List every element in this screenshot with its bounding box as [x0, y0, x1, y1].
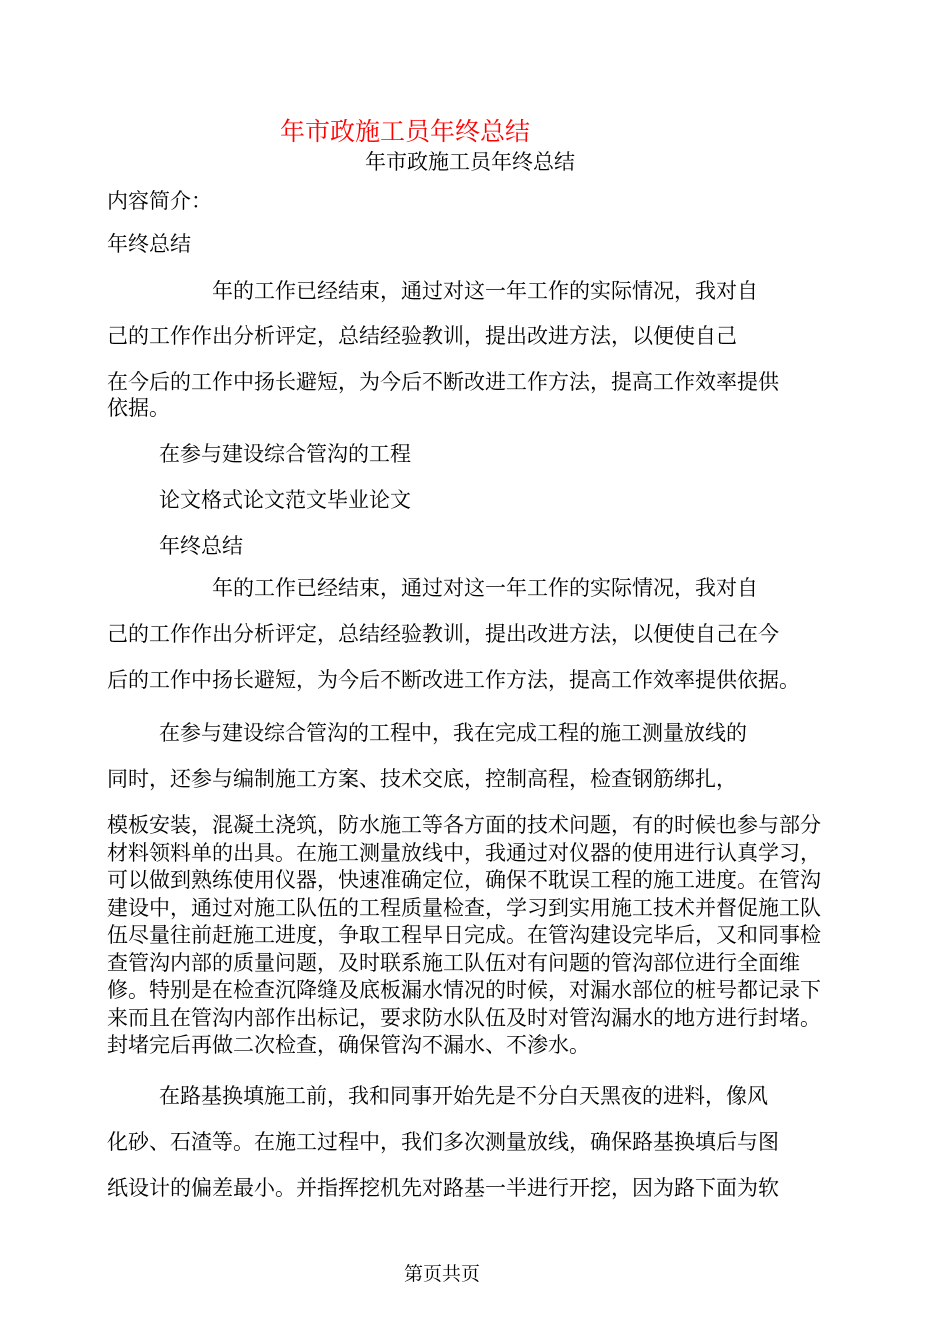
- page-footer: 第页共页: [404, 1263, 481, 1285]
- text-line: 在路基换填施工前，我和同事开始先是不分白天黑夜的进料，像风: [159, 1084, 768, 1108]
- text-line: 年终总结: [107, 232, 191, 256]
- text-line: 在参与建设综合管沟的工程: [159, 442, 411, 466]
- document-title-red: 年市政施工员年终总结: [280, 117, 531, 146]
- text-line: 论文格式论文范文毕业论文: [159, 488, 411, 512]
- dense-paragraph: 模板安装，混凝土浇筑，防水施工等各方面的技术问题，有的时候也参与部分材料领料单的出具。在施工测量放线中，我通过对仪器的使用进行认真学习，可以做到熟练使用仪器，快速准确定位，确保不耽误工程的施工进度。在管沟建设中，通过对施工队伍的工程质量检查，学习到实用施工技术并督促施工队伍尽量往前赶施工进度，争取工程早日完成。在管沟建设完毕后，又和同事检查管沟内部的质量问题，及时联系施工队伍对有问题的管沟部位进行全面维修。特别是在检查沉降缝及底板漏水情况的时候，对漏水部位的桩号都记录下来而且在管沟内部作出标记，要求防水队伍及时对管沟漏水的地方进行封堵。封堵完后再做二次检查，确保管沟不漏水、不渗水。: [107, 813, 821, 1057]
- text-line: 年的工作已经结束，通过对这一年工作的实际情况，我对自: [212, 576, 758, 600]
- text-line: 在今后的工作中扬长避短，为今后不断改进工作方法，提高工作效率提供: [107, 370, 779, 394]
- text-line: 化砂、石渣等。在施工过程中，我们多次测量放线，确保路基换填后与图: [107, 1130, 779, 1154]
- summary-label: 内容简介：: [107, 189, 212, 213]
- text-line: 同时，还参与编制施工方案、技术交底，控制高程，检查钢筋绑扎，: [107, 767, 737, 791]
- text-line: 年终总结: [159, 534, 243, 558]
- text-line: 己的工作作出分析评定，总结经验教训，提出改进方法，以便使自己: [107, 324, 737, 348]
- text-line: 己的工作作出分析评定，总结经验教训，提出改进方法，以便使自己在今: [107, 622, 779, 646]
- text-line: 依据。: [107, 396, 170, 420]
- text-line: 后的工作中扬长避短，为今后不断改进工作方法，提高工作效率提供依据。: [107, 668, 800, 692]
- document-title: 年市政施工员年终总结: [365, 150, 575, 174]
- text-line: 纸设计的偏差最小。并指挥挖机先对路基一半进行开挖，因为路下面为软: [107, 1176, 779, 1200]
- text-line: 年的工作已经结束，通过对这一年工作的实际情况，我对自: [212, 279, 758, 303]
- text-line: 在参与建设综合管沟的工程中，我在完成工程的施工测量放线的: [159, 721, 747, 745]
